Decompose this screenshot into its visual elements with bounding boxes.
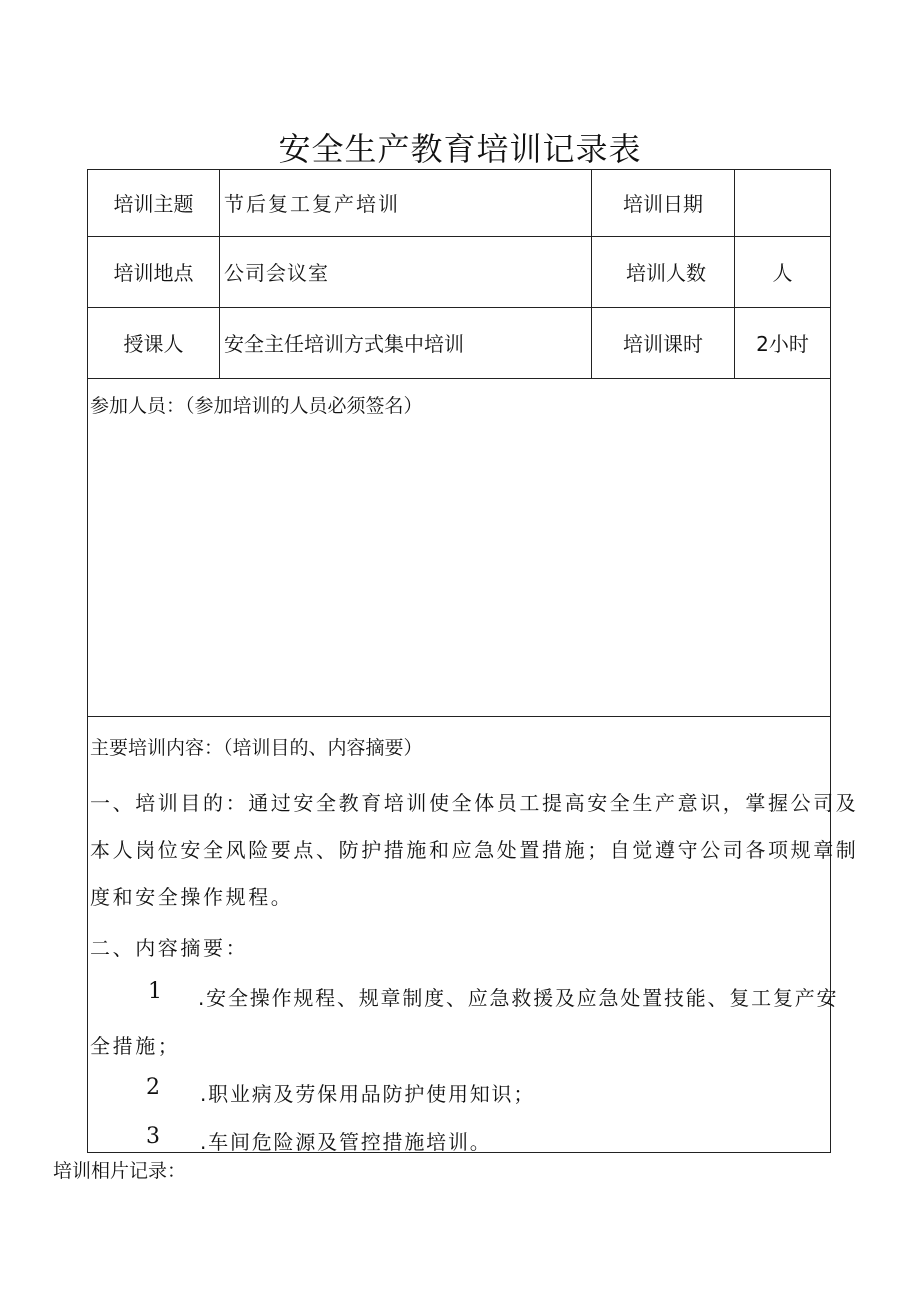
content-heading: 主要培训内容：（培训目的、内容摘要） (90, 737, 423, 759)
hours-value: 2小时 (756, 332, 809, 356)
location-value: 公司会议室 (224, 261, 329, 285)
row-divider (87, 307, 831, 308)
purpose-label: 一、培训目的： (90, 791, 249, 815)
column-divider (219, 169, 220, 378)
purpose-line-3: 度和安全操作规程。 (90, 885, 294, 909)
signature-area[interactable] (88, 430, 830, 714)
location-label: 培训地点 (113, 261, 194, 285)
photo-record-label: 培训相片记录： (53, 1160, 187, 1182)
hours-label: 培训课时 (623, 332, 703, 356)
purpose-line-1 (90, 787, 858, 816)
count-value: 人 (772, 261, 793, 285)
lecturer-label: 授课人 (123, 332, 184, 356)
topic-value: 节后复工复产培训 (224, 192, 400, 216)
participants-label: 参加人员：（参加培训的人员必须签名） (90, 395, 423, 417)
item-number: 3 (146, 1124, 160, 1149)
lecturer-value: 安全主任培训方式集中培训 (224, 332, 464, 356)
topic-label: 培训主题 (113, 192, 194, 216)
row-divider (87, 236, 831, 237)
item-text-continued: 全措施； (90, 1034, 181, 1058)
purpose-text: 通过安全教育培训使全体员工提高安全生产意识，掌握公司及 (248, 791, 859, 815)
item-text: .车间危险源及管控措施培训。 (200, 1130, 492, 1154)
item-text: .职业病及劳保用品防护使用知识； (200, 1082, 536, 1106)
summary-label: 二、内容摘要： (90, 936, 249, 960)
row-divider (87, 378, 831, 379)
purpose-line-2: 本人岗位安全风险要点、防护措施和应急处置措施；自觉遵守公司各项规章制 (90, 838, 859, 862)
row-divider (87, 716, 831, 717)
count-label: 培训人数 (626, 261, 706, 285)
page-title: 安全生产教育培训记录表 (278, 130, 642, 168)
item-number: 1 (148, 979, 162, 1004)
date-label: 培训日期 (623, 192, 703, 216)
item-text: .安全操作规程、规章制度、应急救援及应急处置技能、复工复产安 (198, 986, 839, 1010)
item-number: 2 (146, 1075, 160, 1100)
